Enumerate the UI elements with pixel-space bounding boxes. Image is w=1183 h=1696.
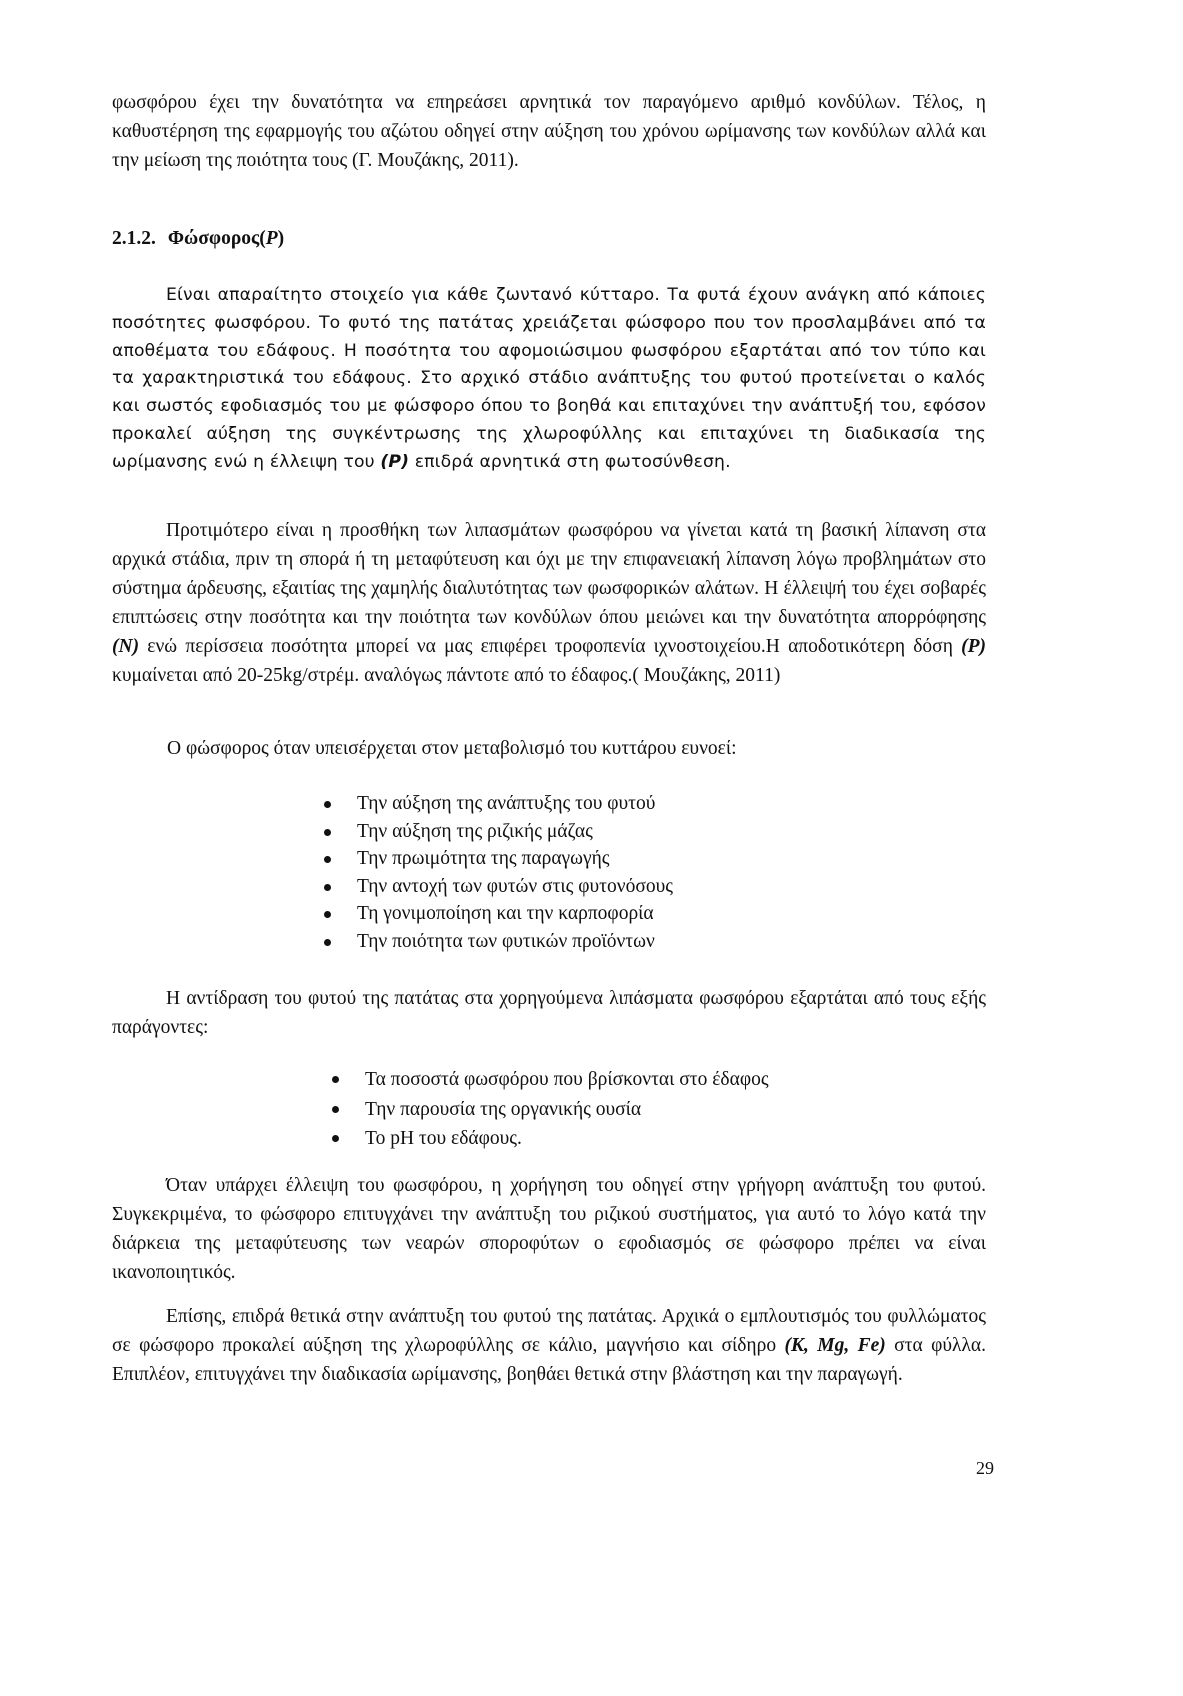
paragraph-2a: Προτιμότερο είναι η προσθήκη των λιπασμάτων φωσφόρου να γίνεται κατά τη βασική λίπανση στα αρχικά στάδια, πριν τη σπορά ή τη μεταφύτευση και όχι με την επιφανειακή λίπανση λόγω προβλημάτων στο σύστημα άρδευσης, εξαιτίας της χαμηλής διαλυτότητας των φωσφορικών αλάτων. Η έλλειψή του έχει σοβαρές επιπτώσεις στην ποσότητα και την ποιότητα των κονδύλων όπου μειώνει και την δυνατότητα απορρόφησης xyxy=(112,520,986,628)
list-item: Την παρουσία της οργανικής ουσία xyxy=(330,1095,769,1125)
paragraph-1 xyxy=(112,282,986,477)
paragraph-6b: στα φύλλα. Επιπλέον, επιτυγχάνει την διαδικασία ωρίμανσης, βοηθάει θετικά στην βλάστηση και την παραγωγή. xyxy=(112,1335,987,1385)
list-item: Την αύξηση της ανάπτυξης του φυτού xyxy=(322,790,673,818)
paragraph-6-symbols: (K, Mg, Fe) xyxy=(784,1335,886,1356)
paragraph-2b: ενώ περίσσεια ποσότητα μπορεί να μας επιφέρει τροφοπενία ιχνοστοιχείου.Η αποδοτικότερη δόση xyxy=(147,636,953,657)
paragraph-1-text: Είναι απαραίτητο στοιχείο για κάθε ζωντανό κύτταρο. Τα φυτά έχουν ανάγκη από κάποιες ποσότητες φωσφόρου. Το φυτό της πατάτας χρειάζεται φώσφορο που τον προσλαμβάνει από τα αποθέματα του εδάφους. Η ποσότητα του αφομοιώσιμου φωσφόρου εξαρτάται από τον τύπο και τα χαρακτηριστικά του εδάφους. Στο αρχικό στάδιο ανάπτυξης του φυτού προτείνεται ο καλός και σωστός εφοδιασμός του με φώσφορο όπου το βοηθά και επιταχύνει την ανάπτυξή του, εφόσον προκαλεί αύξηση της συγκέντρωσης της χλωροφύλλης και επιταχύνει τη διαδικασία της ωρίμανσης ενώ η έλλειψη του xyxy=(112,285,986,472)
factors-intro: Η αντίδραση του φυτού της πατάτας στα χορηγούμενα λιπάσματα φωσφόρου εξαρτάται από τους εξής παράγοντες: xyxy=(112,988,986,1038)
list-item: Την αντοχή των φυτών στις φυτονόσους xyxy=(322,873,673,901)
section-title: Φώσφορος( xyxy=(167,228,266,249)
section-title-close: ) xyxy=(277,228,285,249)
benefits-intro: Ο φώσφορος όταν υπεισέρχεται στον μεταβολισμό του κυττάρου ευνοεί: xyxy=(167,738,737,759)
paragraph-6a: Επίσης, επιδρά θετικά στην ανάπτυξη του φυτού της πατάτας. Αρχικά ο εμπλουτισμός του φυλλώματος σε φώσφορο προκαλεί αύξηση της χλωροφύλλης σε κάλιο, μαγνήσιο και σίδηρο xyxy=(112,1306,986,1356)
intro-paragraph: φωσφόρου έχει την δυνατότητα να επηρεάσει αρνητικά τον παραγόμενο αριθμό κονδύλων. Τέλος, η καθυστέρηση της εφαρμογής του αζώτου οδηγεί στην αύξηση του χρόνου ωρίμανσης των κονδύλων αλλά και την μείωση της ποιότητα τους (Γ. Μουζάκης, 2011). xyxy=(112,92,986,171)
section-heading xyxy=(112,228,284,250)
list-item: Την ποιότητα των φυτικών προϊόντων xyxy=(322,928,673,956)
paragraph-2-symbol-n: (N) xyxy=(112,636,140,657)
paragraph-2c: κυμαίνεται από 20-25kg/στρέμ. αναλόγως πάντοτε από το έδαφος.( Μουζάκης, 2011) xyxy=(112,665,781,686)
list-item: Τη γονιμοποίηση και την καρποφορία xyxy=(322,900,673,928)
section-title-symbol: P xyxy=(265,228,278,249)
paragraph-5: Όταν υπάρχει έλλειψη του φωσφόρου, η χορήγηση του οδηγεί στην γρήγορη ανάπτυξη του φυτού. Συγκεκριμένα, το φώσφορο επιτυγχάνει την ανάπτυξη του ριζικού συστήματος, για αυτό το λόγο κατά την διάρκεια της μεταφύτευσης των νεαρών σποροφύτων ο εφοδιασμός σε φώσφορο πρέπει να είναι ικανοποιητικός. xyxy=(112,1175,986,1283)
paragraph-1-end: επιδρά αρνητικά στη φωτοσύνθεση. xyxy=(414,451,731,472)
list-item: Την αύξηση της ριζικής μάζας xyxy=(322,818,673,846)
benefits-list xyxy=(322,790,673,956)
paragraph-6 xyxy=(112,1302,986,1389)
page-number: 29 xyxy=(976,1458,994,1478)
list-item: Την πρωιμότητα της παραγωγής xyxy=(322,845,673,873)
paragraph-2-symbol-p: (P) xyxy=(961,636,987,657)
paragraph-2 xyxy=(112,516,986,690)
list-item: Τα ποσοστά φωσφόρου που βρίσκονται στο έδαφος xyxy=(330,1065,769,1095)
section-number: 2.1.2. xyxy=(112,228,156,249)
list-item: Το pH του εδάφους. xyxy=(330,1124,769,1154)
paragraph-1-symbol: (P) xyxy=(380,451,410,472)
factors-list xyxy=(330,1065,769,1154)
